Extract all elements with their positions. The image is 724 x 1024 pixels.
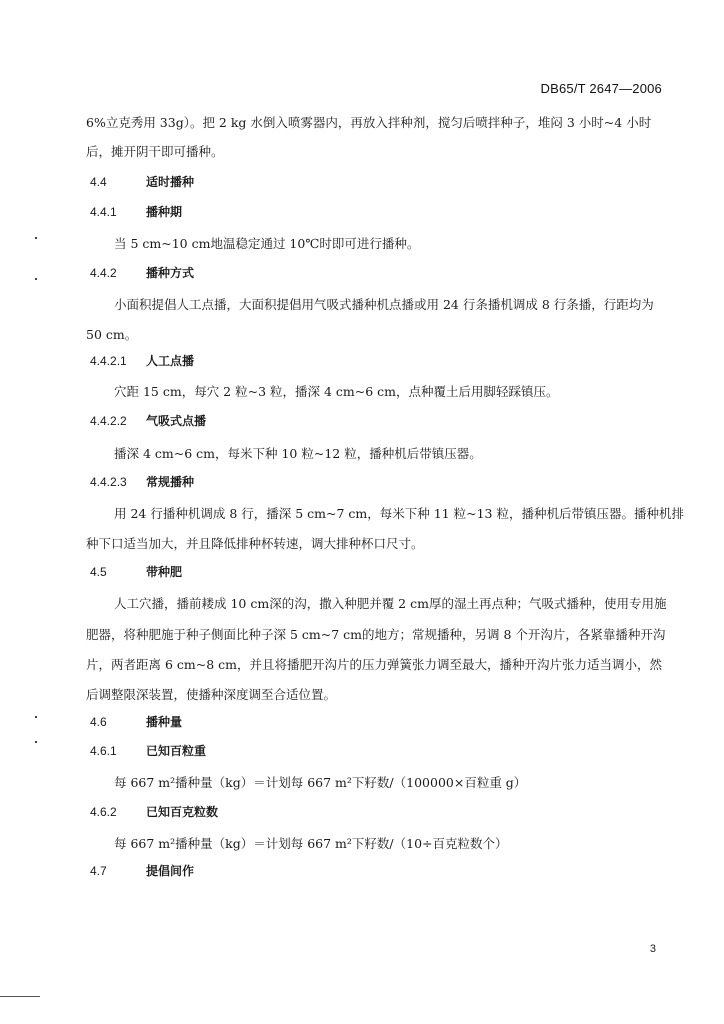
paragraph-line: 50 cm。 [86, 327, 138, 342]
section-title: 播种量 [146, 715, 183, 729]
section-title: 气吸式点播 [146, 414, 207, 428]
section-heading-4-4-2-3 [90, 473, 194, 490]
section-heading-4-4-2-1 [90, 352, 194, 369]
scan-dot [35, 278, 37, 280]
paragraph-line: 种下口适当加大，并且降低排种杯转速，调大排种杯口尺寸。 [86, 536, 424, 551]
section-number: 4.4 [90, 175, 107, 189]
footer-rule [0, 996, 40, 997]
section-number: 4.4.2.2 [90, 414, 127, 428]
section-title: 播种方式 [146, 266, 195, 280]
section-number: 4.4.2 [90, 266, 117, 280]
section-heading-4-4-2-2 [90, 412, 206, 429]
section-number: 4.4.2.1 [90, 354, 127, 368]
section-title: 提倡间作 [146, 864, 195, 878]
section-heading-4-4-1 [90, 203, 182, 220]
paragraph-line: 用 24 行播种机调成 8 行，播深 5 cm~7 cm，每米下种 11 粒~13 粒，播种机后带镇压器。播种机排 [114, 506, 684, 521]
paragraph-line: 小面积提倡人工点播，大面积提倡用气吸式播种机点播或用 24 行条播机调成 8 行条播，行距均为 [114, 297, 654, 312]
section-title: 人工点播 [146, 354, 195, 368]
section-number: 4.5 [90, 565, 107, 579]
section-heading-4-6-2 [90, 803, 218, 820]
section-number: 4.4.1 [90, 205, 117, 219]
paragraph-line: 当 5 cm~10 cm地温稳定通过 10℃时即可进行播种。 [114, 236, 420, 251]
section-number: 4.6.1 [90, 744, 117, 758]
section-title: 常规播种 [146, 475, 195, 489]
paragraph-line: 播深 4 cm~6 cm，每米下种 10 粒~12 粒，播种机后带镇压器。 [114, 446, 482, 461]
page-number: 3 [649, 943, 656, 955]
section-title: 已知百粒重 [146, 744, 207, 758]
formula-line: 每 667 m²播种量（kg）＝计划每 667 m²下籽数/（10÷百克粒数个） [114, 836, 508, 851]
formula-line: 每 667 m²播种量（kg）＝计划每 667 m²下籽数/（100000×百粒重 g） [114, 775, 527, 790]
paragraph-line: 人工穴播，播前耧成 10 cm深的沟，撒入种肥并覆 2 cm厚的湿土再点种；气吸式播种，使用专用施 [114, 596, 667, 611]
section-heading-4-4-2 [90, 264, 194, 281]
section-number: 4.7 [90, 864, 107, 878]
section-heading-4-4 [90, 173, 194, 190]
paragraph-line: 片，两者距离 6 cm~8 cm，并且将播肥开沟片的压力弹簧张力调至最大，播种开沟片张力适当调小，然 [86, 657, 663, 672]
section-number: 4.4.2.3 [90, 475, 127, 489]
section-heading-4-6-1 [90, 742, 206, 759]
section-heading-4-6 [90, 713, 182, 730]
section-number: 4.6 [90, 715, 107, 729]
section-number: 4.6.2 [90, 805, 117, 819]
scan-dot [35, 741, 37, 743]
section-title: 适时播种 [146, 175, 195, 189]
scan-dot [35, 716, 37, 718]
section-heading-4-5 [90, 563, 182, 580]
section-title: 已知百克粒数 [146, 805, 219, 819]
document-code-header: DB65/T 2647—2006 [540, 81, 662, 96]
section-title: 带种肥 [146, 565, 183, 579]
section-title: 播种期 [146, 205, 183, 219]
paragraph-line: 后调整限深装置，使播种深度调至合适位置。 [86, 687, 337, 702]
scan-dot [35, 237, 37, 239]
paragraph-line: 6%立克秀用 33g）。把 2 kg 水倒入喷雾器内，再放入拌种剂，搅匀后喷拌种子，堆闷 3 小时~4 小时 [86, 115, 652, 130]
paragraph-line: 穴距 15 cm，每穴 2 粒~3 粒，播深 4 cm~6 cm，点种覆土后用脚轻踩镇压。 [114, 384, 559, 399]
paragraph-line: 肥器，将种肥施于种子侧面比种子深 5 cm~7 cm的地方；常规播种，另调 8 个开沟片，各紧靠播种开沟 [86, 627, 666, 642]
section-heading-4-7 [90, 862, 194, 879]
paragraph-line: 后，摊开阴干即可播种。 [86, 144, 224, 159]
